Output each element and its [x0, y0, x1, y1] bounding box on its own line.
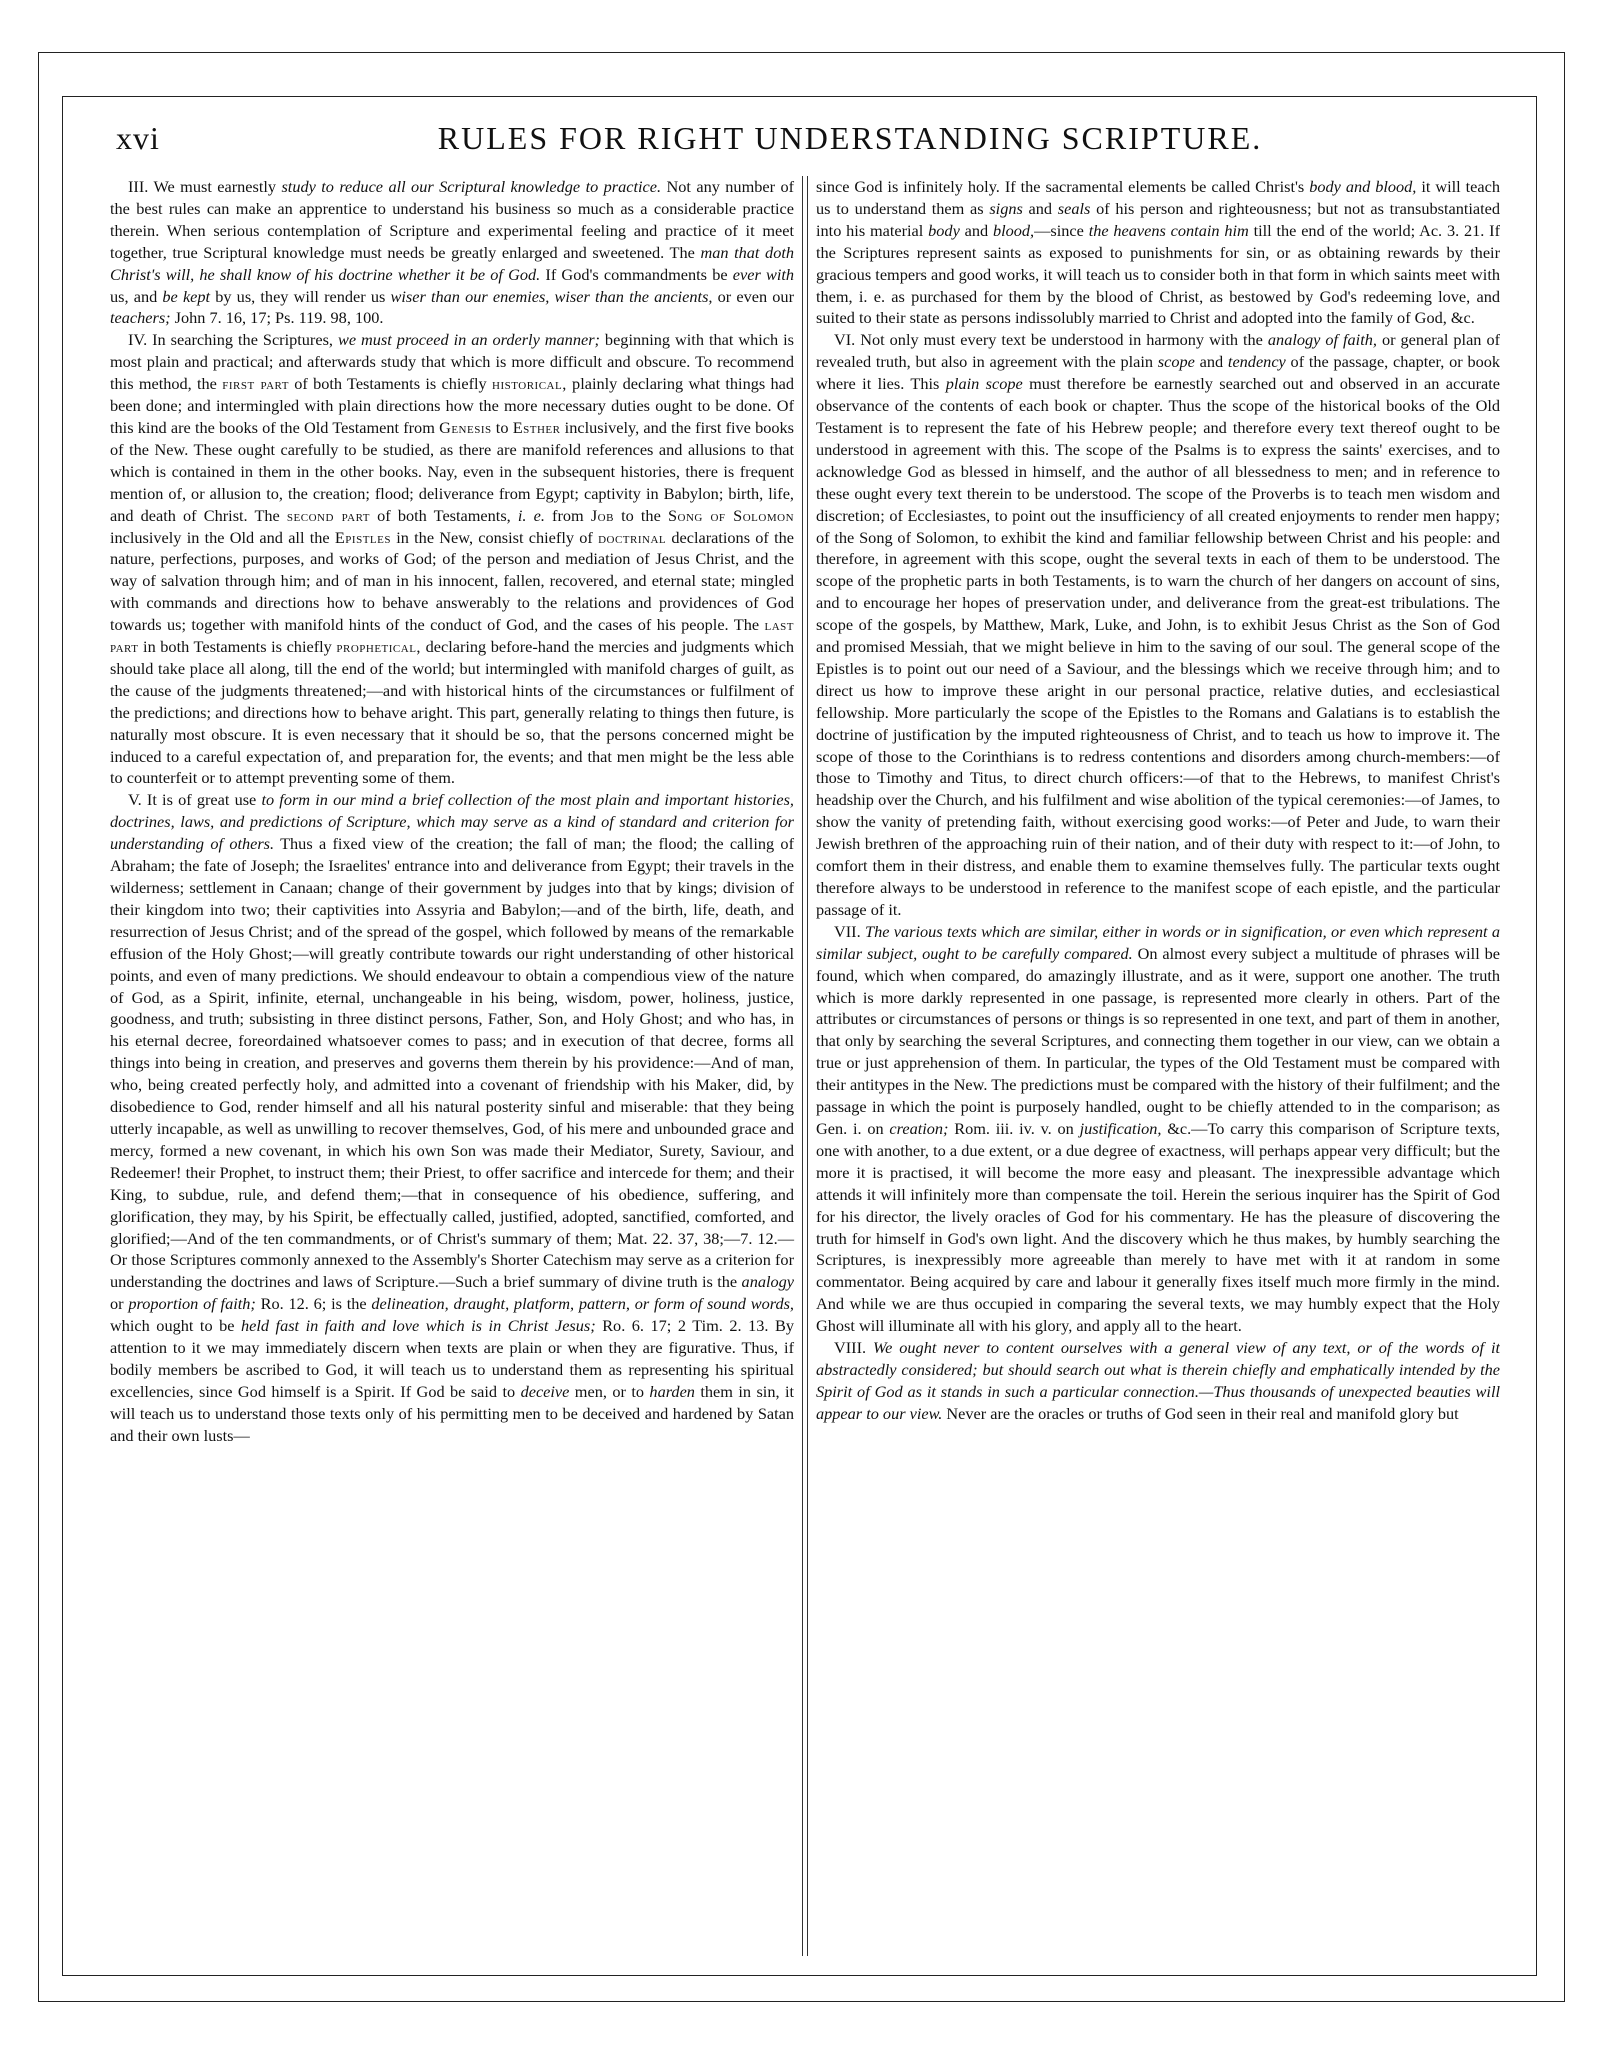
page	[110, 116, 1500, 1956]
text-span: Rom. iii. iv. v. on	[948, 1118, 1080, 1138]
text-span: to the	[613, 505, 668, 525]
text-span: of the passage, chapter, or book where it lies. This	[816, 352, 1500, 394]
paragraph-vii	[816, 921, 1500, 1337]
text-span: which ought to be	[110, 1316, 241, 1336]
text-span: IV. In searching the Scriptures,	[128, 330, 338, 350]
text-span: VIII.	[834, 1338, 874, 1358]
emphasis: analogy	[741, 1272, 794, 1292]
emphasis: The various texts which are similar, either in words or in signification, or even which represent a similar subject, ought to be carefully compared.	[816, 921, 1500, 963]
text-span: Never are the oracles or truths of God seen in their real and manifold glory but	[942, 1403, 1459, 1423]
text-span: VII.	[834, 921, 866, 941]
emphasis: seals	[1057, 198, 1091, 218]
emphasis: we must proceed in an orderly manner;	[337, 330, 600, 350]
emphasis: body and blood,	[1309, 177, 1417, 196]
emphasis: creation;	[889, 1118, 949, 1138]
small-caps: last part	[110, 615, 794, 657]
text-span: &c.—To carry this comparison of Scripture texts, one with another, to a due extent, or a due degree of exactness, will perhaps appear very difficult; but the more it is practised, it will become the more easy and pleasant. The inexpressible advantage which attends it will infinitely more than compensate the toil. Herein the serious inquirer has the Spirit of God for his director, the lively oracles of God for his commentary. He has the pleasure of discovering the truth for himself in God's own light. And the discovery which he thus makes, by humbly searching the Scriptures, is inexpressibly more agreeable than merely to have met with it at random in some commentator. Being acquired by care and labour it generally fixes itself much more firmly in the mind. And while we are thus occupied in comparing the several texts, we may humbly expect that the Holy Ghost will illuminate all with his glory, and apply all to the heart.	[816, 1118, 1500, 1336]
text-span: III. We must earnestly	[128, 177, 282, 196]
small-caps: Genesis	[439, 417, 492, 437]
text-span: of both Testaments,	[370, 505, 518, 525]
text-span: or general plan of revealed truth, but also in agreement with the plain	[816, 330, 1500, 372]
text-span: in the New, consist chiefly of	[390, 527, 599, 547]
text-span: Not any number of the best rules can make an apprentice to understand his business so much as a considerable practice therein. When serious contemplation of Scripture and experimental feeling and practice of it meet together, true Scriptural knowledge must needs be greatly enlarged and sweetened. The	[110, 177, 795, 262]
text-span: Ro. 12. 6; is the	[255, 1294, 372, 1314]
text-span: to	[491, 417, 513, 437]
emphasis: justification,	[1079, 1118, 1162, 1138]
text-span: in both Testaments is chiefly	[138, 637, 337, 657]
text-columns	[110, 176, 1500, 1956]
paragraph-v-continued	[816, 176, 1500, 329]
emphasis: scope	[1157, 352, 1195, 372]
emphasis: analogy of faith,	[1267, 330, 1377, 350]
left-column	[110, 176, 802, 1956]
paragraph-vi	[816, 329, 1500, 920]
text-span: VI. Not only must every text be understood in harmony with the	[834, 330, 1268, 350]
text-span: of his person and righteousness; but not as transubstantiated into his material	[816, 198, 1500, 240]
emphasis: tendency	[1227, 352, 1286, 372]
paragraph-viii	[816, 1337, 1500, 1425]
text-span: from	[544, 505, 591, 525]
text-span: by us, they will render us	[210, 286, 391, 306]
emphasis: teachers;	[110, 308, 171, 328]
emphasis: signs	[989, 198, 1023, 218]
small-caps: Epistles	[334, 527, 391, 547]
emphasis: proportion of faith;	[128, 1294, 256, 1314]
text-span: of both Testaments is chiefly	[288, 374, 492, 394]
emphasis: ever with	[732, 264, 795, 284]
small-caps: Song of Solomon	[667, 505, 795, 525]
text-span: it will teach us to understand them as	[816, 177, 1500, 218]
text-span: or even our	[712, 286, 794, 306]
emphasis: man that doth Christ's will, he shall know of his doctrine whether it be of God.	[110, 242, 794, 284]
page-header	[110, 116, 1500, 176]
emphasis: the heavens contain him	[1088, 220, 1249, 240]
emphasis: body	[928, 220, 960, 240]
text-span: till the end of the world; Ac. 3. 21. If the Scriptures represent saints as exposed to punishments for sin, or as obtaining rewards by their gracious tempers and good works, it will teach us to consider both in that form in which saints meet with them, i. e. as purchased for them by the blood of Christ, as bestowed by God's redeeming love, and suited to their state as persons indissolubly married to Christ and adopted into the family of God, &c.	[816, 220, 1500, 328]
text-span: Ro. 6. 17; 2 Tim. 2. 13. By attention to it we may immediately discern when texts are plain or when they are figurative. Thus, if bodily members be ascribed to God, it will teach us to understand them as representing his spiritual excellencies, since God himself is a Spirit. If God be said to	[110, 1316, 794, 1401]
text-span: us, and	[110, 286, 163, 306]
small-caps: historical,	[492, 374, 567, 394]
text-span: or	[110, 1294, 129, 1314]
text-span: and	[1022, 198, 1058, 218]
text-span: men, or to	[569, 1381, 650, 1401]
small-caps: first part	[222, 374, 289, 394]
emphasis: i. e.	[517, 505, 545, 525]
emphasis: study to reduce all our Scriptural knowledge to practice.	[281, 177, 662, 196]
text-span: and	[1194, 352, 1228, 372]
text-span: declarations of the nature, perfections, purposes, and works of God; of the person and mediation of Jesus Christ, and the way of salvation through him; and of man in his innocent, fallen, recovered, and eternal state; mingled with commands and directions how to behave answerably to the relations and providences of God towards us; together with manifold hints of the conduct of God, and the cases of his people. The	[110, 527, 794, 635]
small-caps: Esther	[512, 417, 561, 437]
text-span: beginning with that which is most plain and practical; and afterwards study that which is more difficult and obscure. To recommend this method, the	[110, 330, 794, 394]
small-caps: second part	[286, 505, 371, 525]
emphasis: harden	[649, 1381, 695, 1401]
small-caps: prophetical,	[336, 637, 422, 657]
text-span: V. It is of great use	[128, 790, 262, 810]
text-span: inclusively, and the first five books of the New. These ought carefully to be studied, as there are manifold references and allusions to that which is contained in them in the other books. Nay, even in the subsequent histories, there is frequent mention of, or allusion to, the creation; flood; deliverance from Egypt; captivity in Babylon; birth, life, and death of Christ. The	[110, 417, 794, 525]
text-span: them in sin, it will teach us to understand those texts only of his permitting men to be deceived and hardened by Satan and their own lusts—	[110, 1381, 795, 1445]
small-caps: Job	[590, 505, 614, 525]
emphasis: blood,	[992, 220, 1035, 240]
small-caps: doctrinal	[598, 527, 667, 547]
emphasis: be kept	[162, 286, 211, 306]
text-span: —since	[1034, 220, 1089, 240]
text-span: declaring before-hand the mercies and judgments which should take place all along, till the end of the world; but intermingled with manifold charges of guilt, as the cause of the judgments threatened;—and with historical hints of the circumstances or fulfilment of the predictions; and directions how to behave aright. This part, generally relating to things then future, is naturally most obscure. It is even necessary that it should be so, that the persons concerned might be induced to a careful expectation of, and preparation for, the events; and that men might be the less able to counterfeit or to attempt preventing some of them.	[110, 637, 794, 788]
text-span: If God's commandments be	[540, 264, 733, 284]
text-span: must therefore be earnestly searched out and observed in an accurate observance of the contents of each book or chapter. Thus the scope of the historical books of the Old Testament is to represent the fate of his Hebrew people; and therefore every text thereof ought to be understood in agreement with this. The scope of the Psalms is to express the saints' exercises, and to acknowledge God as blessed in himself, and the author of all blessedness to men; and in reference to these ought every text therein to be understood. The scope of the Proverbs is to teach men wisdom and discretion; of Ecclesiastes, to point out the insufficiency of all created enjoyments to render men happy; of the Song of Solomon, to exhibit the kind and familiar fellowship between Christ and his people: and therefore, in agreement with this scope, ought the several texts in each of them to be understood. The scope of the prophetic parts in both Testaments, is to warn the church of her dangers on account of sins, and to encourage her hopes of preservation under, and deliverance from the great-est tribulations. The scope of the gospels, by Matthew, Mark, Luke, and John, is to exhibit Jesus Christ as the Son of God and promised Messiah, that we might believe in him to the saving of our soul. The general scope of the Epistles is to point out our need of a Saviour, and the blessings which we receive through him; and to direct us how to improve these aright in our personal practice, relative duties, and ecclesiastical fellowship. More particularly the scope of the Epistles to the Romans and Galatians is to establish the doctrine of justification by the imputed righteousness of Christ, and to teach us how to improve it. The scope of those to the Corinthians is to redress contentions and disorders among church-members:—of those to Timothy and Titus, to direct church officers:—of that to the Hebrews, to manifest Christ's headship over the Church, and his fulfilment and wise abolition of the typical ceremonies:—of James, to show the vanity of pretending faith, without exercising good works:—of Peter and Jude, to warn their Jewish brethren of the approaching ruin of their nation, and of their duty with respect to it:—of John, to comfort them in their distress, and enable them to examine themselves fully. The particular texts ought therefore always to be understood in reference to the manifest scope of each epistle, and the particular passage of it.	[816, 374, 1500, 919]
paragraph-iii	[110, 176, 794, 329]
text-span: inclusively in the Old and all the	[110, 527, 335, 547]
running-title: RULES FOR RIGHT UNDERSTANDING SCRIPTURE.	[437, 120, 1263, 156]
paragraph-v	[110, 789, 794, 1446]
text-span: John 7. 16, 17; Ps. 119. 98, 100.	[170, 308, 384, 328]
emphasis: We ought never to content ourselves with a general view of any text, or of the words of it abstractedly considered; but should search out what is therein chiefly and emphatically intended by the Spirit of God as it stands in such a particular connection.—Thus thousands of unexpected beauties will appear to our view.	[816, 1338, 1500, 1423]
emphasis: to form in our mind a brief collection of the most plain and important histories, doctrines, laws, and predictions of Scripture, which may serve as a kind of standard and criterion for understanding of others.	[110, 790, 794, 854]
text-span: plainly declaring what things had been done; and intermingled with plain directions how the more necessary duties ought to be done. Of this kind are the books of the Old Testament from	[110, 374, 794, 437]
emphasis: plain scope	[945, 374, 1023, 394]
emphasis: deceive	[520, 1381, 570, 1401]
emphasis: delineation, draught, platform, pattern, or form of sound words,	[371, 1294, 794, 1314]
text-span: Thus a fixed view of the creation; the fall of man; the flood; the calling of Abraham; the fate of Joseph; the Israelites' entrance into and deliverance from Egypt; their travels in the wilderness; settlement in Canaan; change of their government by judges into that by kings; division of their kingdom into two; their captivities into Assyria and Babylon;—and of the birth, life, death, and resurrection of Jesus Christ; and of the spread of the gospel, which followed by means of the remarkable effusion of the Holy Ghost;—will greatly contribute towards our right understanding of other historical points, and even of many predictions. We should endeavour to obtain a compendious view of the nature of God, as a Spirit, infinite, eternal, unchangeable in his being, wisdom, power, holiness, justice, goodness, and truth; subsisting in three distinct persons, Father, Son, and Holy Ghost; and who has, in his eternal decree, foreordained whatsoever comes to pass; and in execution of that decree, forms all things into being in creation, and preserves and governs them therein by his providence:—And of man, who, being created perfectly holy, and admitted into a covenant of friendship with his Maker, did, by disobedience to God, render himself and all his natural posterity sinful and miserable: that they being utterly incapable, as well as unwilling to recover themselves, God, of his mere and unbounded grace and mercy, formed a new covenant, in which his own Son was made their Mediator, Surety, Saviour, and Redeemer! their Prophet, to instruct them; their Priest, to offer sacrifice and intercede for them; and their King, to subdue, rule, and defend them;—that in consequence of his obedience, suffering, and glorification, they may, by his Spirit, be effectually called, justified, adopted, sanctified, comforted, and glorified;—And of the ten commandments, or of Christ's summary of them; Mat. 22. 37, 38;—7. 12.—Or those Scriptures commonly annexed to the Assembly's Shorter Catechism may serve as a criterion for understanding the doctrines and laws of Scripture.—Such a brief summary of divine truth is the	[110, 834, 794, 1292]
emphasis: held fast in faith and love which is in Christ Jesus;	[241, 1316, 596, 1336]
right-column	[808, 176, 1500, 1956]
page-number: xvi	[116, 120, 160, 156]
paragraph-iv	[110, 329, 794, 789]
emphasis: wiser than our enemies, wiser than the ancients,	[390, 286, 713, 306]
text-span: since God is infinitely holy. If the sacramental elements be called Christ's	[816, 177, 1310, 196]
text-span: On almost every subject a multitude of phrases will be found, which when compared, do amazingly illustrate, and as it were, support one another. The truth which is more darkly represented in one passage, is represented more clearly in others. Part of the attributes or circumstances of persons or things is so represented in one text, and part of them in another, that only by searching the several Scriptures, and connecting them together in our view, can we obtain a true or just apprehension of them. In particular, the types of the Old Testament must be compared with their antitypes in the New. The predictions must be compared with the history of their fulfilment; and the passage in which the point is purposely handled, ought to be chiefly attended to in the comparison; as Gen. i. on	[816, 943, 1500, 1138]
text-span: and	[959, 220, 993, 240]
